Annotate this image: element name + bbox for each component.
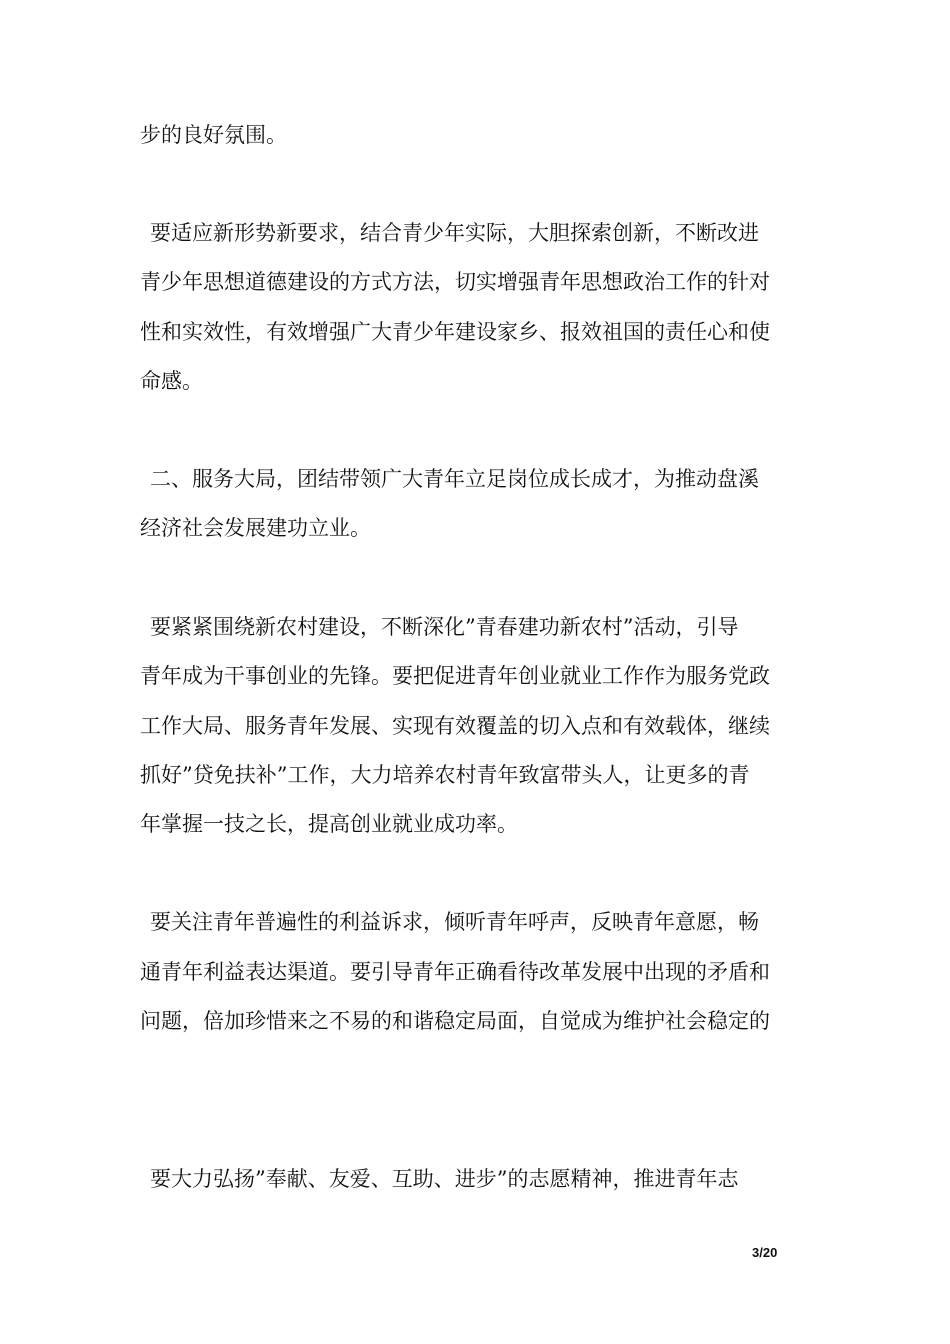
section-heading-line: 二、服务大局，团结带领广大青年立足岗位成长成才，为推动盘溪 — [150, 467, 759, 491]
paragraph-line: 青年成为干事创业的先锋。要把促进青年创业就业工作作为服务党政 — [140, 664, 770, 688]
paragraph-line: 步的良好氛围。 — [140, 123, 287, 147]
paragraph-line: 性和实效性，有效增强广大青少年建设家乡、报效祖国的责任心和使 — [140, 320, 770, 344]
paragraph-line: 命感。 — [140, 369, 203, 393]
paragraph-line: 抓好”贷免扶补”工作，大力培养农村青年致富带头人，让更多的青 — [140, 763, 750, 787]
paragraph-line: 青少年思想道德建设的方式方法，切实增强青年思想政治工作的针对 — [140, 270, 770, 294]
paragraph-line: 要关注青年普遍性的利益诉求，倾听青年呼声，反映青年意愿，畅 — [150, 910, 759, 934]
page-number: 3/20 — [752, 1245, 778, 1260]
paragraph-line: 通青年利益表达渠道。要引导青年正确看待改革发展中出现的矛盾和 — [140, 960, 770, 984]
paragraph-line: 要适应新形势新要求，结合青少年实际，大胆探索创新，不断改进 — [150, 221, 759, 245]
paragraph-line: 工作大局、服务青年发展、实现有效覆盖的切入点和有效载体，继续 — [140, 714, 770, 738]
paragraph-line: 年掌握一技之长，提高创业就业成功率。 — [140, 812, 518, 836]
paragraph-line: 要紧紧围绕新农村建设，不断深化”青春建功新农村”活动，引导 — [150, 615, 739, 639]
paragraph-line: 问题，倍加珍惜来之不易的和谐稳定局面，自觉成为维护社会稳定的 — [140, 1009, 770, 1033]
paragraph-line: 要大力弘扬”奉献、友爱、互助、进步”的志愿精神，推进青年志 — [150, 1167, 739, 1191]
section-heading-line: 经济社会发展建功立业。 — [140, 516, 371, 540]
